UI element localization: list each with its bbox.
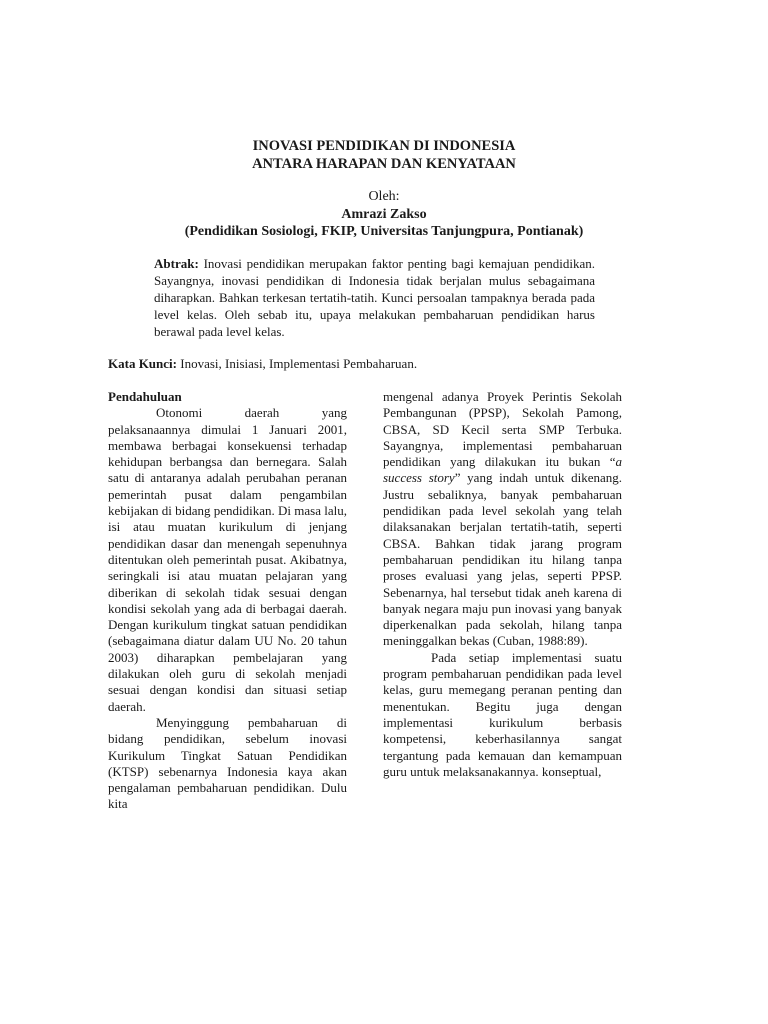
abstract-label: Abtrak: — [154, 256, 199, 271]
paper-title — [0, 137, 768, 173]
left-column — [108, 389, 347, 813]
right-column — [383, 389, 622, 780]
paragraph-right-1-italic: a success story — [383, 454, 622, 486]
paragraph-right-2: Pada setiap implementasi suatu program pembaharuan pendidikan pada level kelas, guru memegang peranan penting dan menentukan. Begitu juga dengan implementasi kurikulum berbasis kompetensi, keberhasilannya sangat tergantung pada kemauan dan kemampuan guru untuk melaksanakannya. konseptual, — [383, 649, 622, 779]
author-by: Oleh: — [368, 189, 400, 204]
paragraph-left-2: Menyinggung pembaharuan di bidang pendidikan, sebelum inovasi Kurikulum Tingkat Satuan Pendidikan (KTSP) sebenarnya Indonesia kaya akan pengalaman pembaharuan pendidikan. Dulu kita — [108, 714, 347, 812]
paragraph-right-1-a: mengenal adanya Proyek Perintis Sekolah Pembangunan (PPSP), Sekolah Pamong, CBSA, SD Kecil serta SMP Terbuka. Sayangnya, implementasi pembaharuan pendidikan yang dilakukan itu bukan “ — [383, 389, 622, 470]
abstract-text: Inovasi pendidikan merupakan faktor penting bagi kemajuan pendidikan. Sayangnya, inovasi pendidikan di Indonesia tidak berjalan mulus sebagaimana diharapkan. Bahkan terkesan tertatih-tatih. Kunci persoalan tampaknya berada pada level kelas. Oleh sebab itu, upaya melakukan pembaharuan pendidikan harus berawal pada level kelas. — [154, 256, 596, 339]
author-name: Amrazi Zakso — [341, 206, 427, 222]
abstract — [154, 255, 595, 340]
author-block — [0, 188, 768, 241]
paragraph-right-1-b: ” yang indah untuk dikenang. Justru sebaliknya, banyak pembaharuan pendidikan pada level sekolah yang telah dilaksanakan berjalan tertatih-tatih, seperti CBSA. Bahkan tidak jarang program pembaharuan pendidikan itu hilang tanpa proses evaluasi yang jelas, seperti PPSP. Sebenarnya, hal tersebut tidak aneh karena di banyak negara maju pun inovasi yang banyak diperkenalkan pada sekolah, hilang tanpa meninggalkan bekas (Cuban, 1988:89). — [383, 470, 622, 649]
title-line-1: INOVASI PENDIDIKAN DI INDONESIA — [252, 138, 516, 154]
paragraph-right-1 — [383, 389, 622, 650]
author-affiliation: (Pendidikan Sosiologi, FKIP, Universitas Tanjungpura, Pontianak) — [184, 224, 584, 239]
keywords — [108, 355, 668, 372]
title-line-2: ANTARA HARAPAN DAN KENYATAAN — [252, 156, 516, 172]
paragraph-left-1: Otonomi daerah yang pelaksanaannya dimulai 1 Januari 2001, membawa berbagai konsekuensi terhadap kehidupan berbangsa dan bernegara. Salah satu di antaranya adalah perubahan peranan pemerintah pusat dalam pengambilan kebijakan di bidang pendidikan. Di masa lalu, isi atau muatan kurikulum di jenjang pendidikan dasar dan menengah sepenuhnya ditentukan oleh pemerintah pusat. Akibatnya, seringkali isi atau muatan pelajaran yang diberikan di sekolah tidak sesuai dengan kondisi sekolah yang ada di berbagai daerah. Dengan kurikulum tingkat satuan pendidikan (sebagaimana diatur dalam UU No. 20 tahun 2003) diharapkan pembelajaran yang dilakukan oleh guru di sekolah menjadi sesuai dengan kondisi dan situasi setiap daerah. — [108, 405, 347, 714]
keywords-text: Inovasi, Inisiasi, Implementasi Pembaharuan. — [180, 356, 418, 371]
keywords-label: Kata Kunci: — [108, 356, 177, 371]
section-heading: Pendahuluan — [108, 389, 182, 404]
